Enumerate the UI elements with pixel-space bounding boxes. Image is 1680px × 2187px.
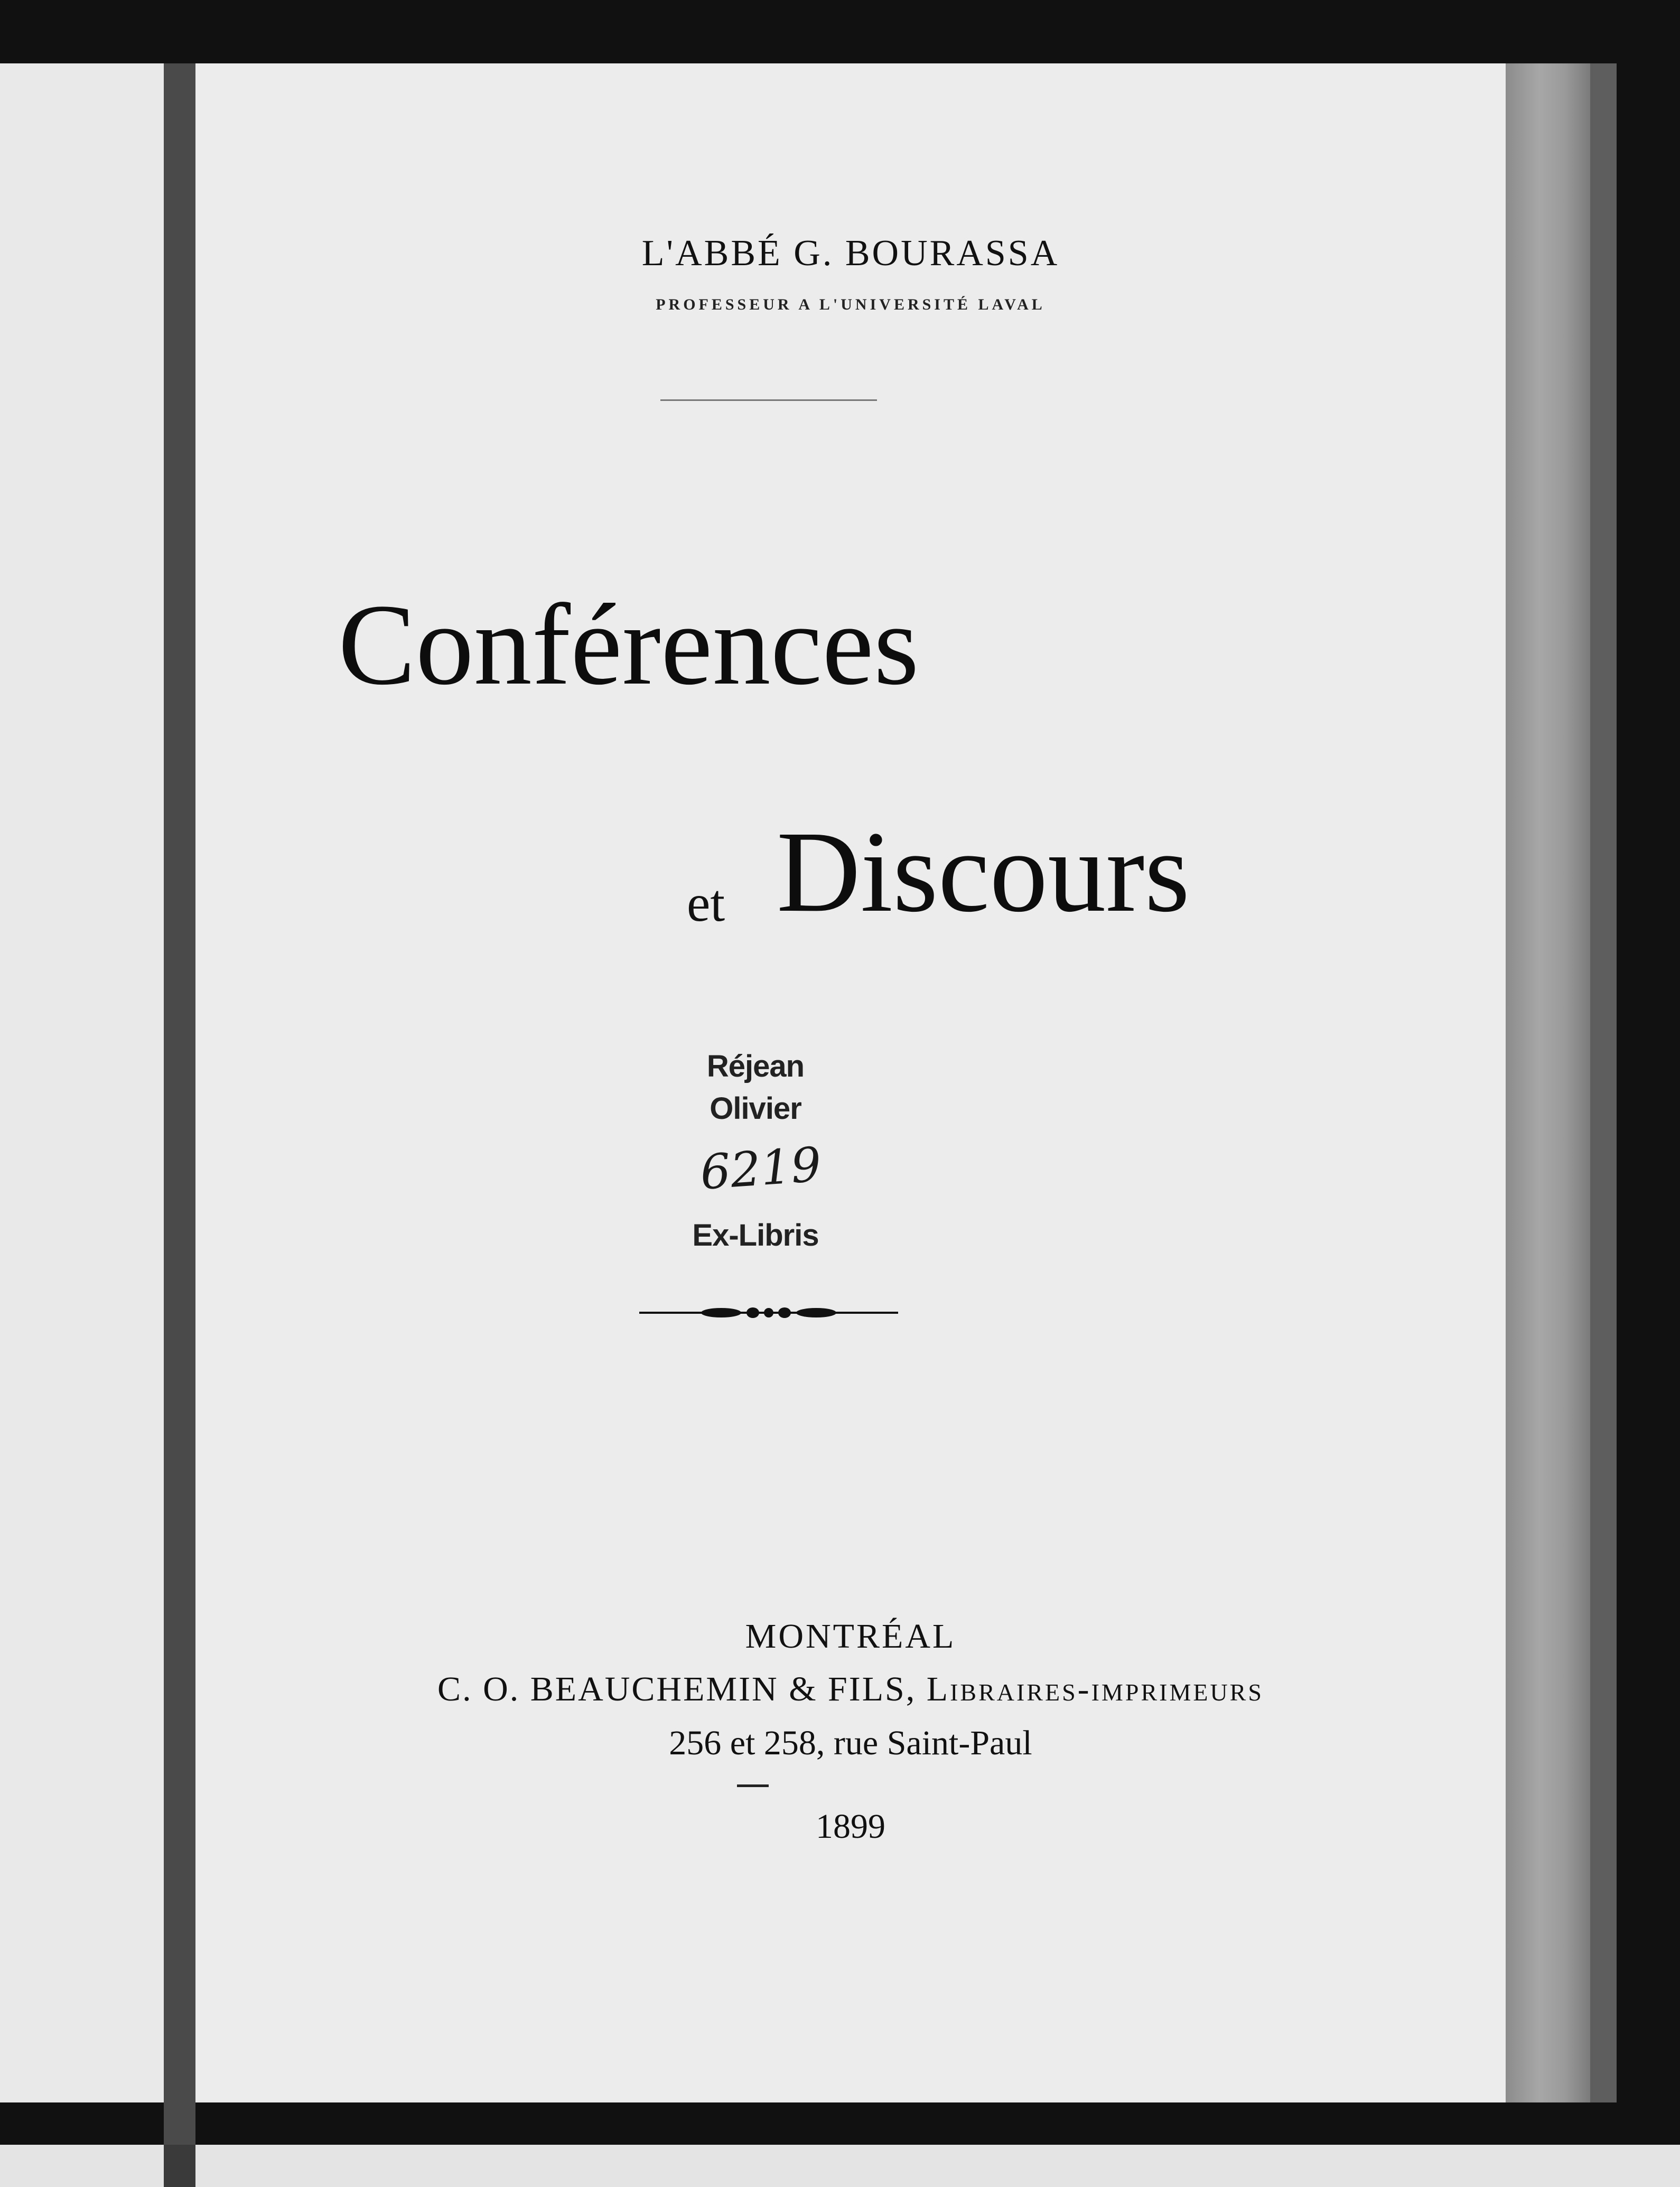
ornamental-divider — [639, 1302, 898, 1323]
page-edge-shadow — [1590, 63, 1617, 2102]
book-title-conjunction: et — [687, 874, 725, 932]
separator-rule — [660, 399, 877, 401]
book-gutter — [164, 63, 195, 2187]
adjacent-bottom-page — [0, 2145, 1680, 2187]
imprint-dash — [737, 1784, 769, 1787]
imprint-city: MONTRÉAL — [745, 1617, 956, 1656]
adjacent-left-page — [0, 63, 164, 2102]
imprint-year: 1899 — [816, 1807, 885, 1846]
ex-libris-stamp-label: Ex-Libris — [692, 1218, 819, 1253]
page-edge — [1506, 63, 1590, 2102]
author-title: PROFESSEUR A L'UNIVERSITÉ LAVAL — [656, 296, 1046, 313]
book-title-line1: Conférences — [338, 580, 919, 709]
imprint-publisher — [195, 1669, 1506, 1709]
ex-libris-stamp-name-first: Réjean — [706, 1049, 805, 1083]
handwritten-accession-number: 6219 — [698, 1137, 823, 1201]
publisher-name: C. O. BEAUCHEMIN & FILS, — [437, 1670, 917, 1708]
bottom-gutter — [164, 2145, 195, 2187]
author-name: L'ABBÉ G. BOURASSA — [641, 233, 1060, 274]
ex-libris-stamp-name-last: Olivier — [710, 1091, 801, 1126]
title-page — [195, 63, 1506, 2102]
imprint-address: 256 et 258, rue Saint-Paul — [669, 1724, 1032, 1762]
book-title-line2: Discours — [777, 807, 1190, 936]
publisher-role: Libraires-imprimeurs — [926, 1670, 1264, 1708]
